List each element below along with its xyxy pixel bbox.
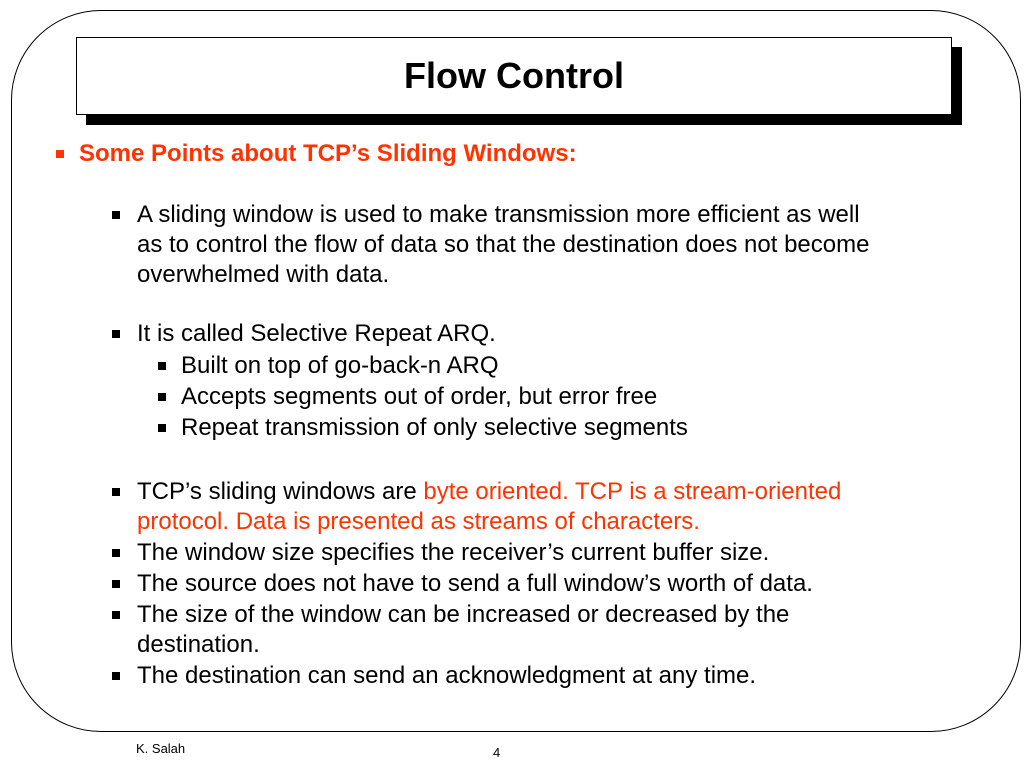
section-heading: Some Points about TCP’s Sliding Windows: xyxy=(79,140,577,167)
point-1-line-3: overwhelmed with data. xyxy=(137,261,390,288)
bullet-icon xyxy=(112,549,120,557)
point-4: The window size specifies the receiver’s current buffer size. xyxy=(137,539,770,566)
point-3-line-2: protocol. Data is presented as streams of characters. xyxy=(137,508,700,535)
bullet-icon xyxy=(112,330,120,338)
footer-author: K. Salah xyxy=(136,741,186,756)
point-6-line-1: The size of the window can be increased or decreased by the xyxy=(137,601,790,628)
sub-point-2: Accepts segments out of order, but error free xyxy=(181,383,658,410)
point-2-text: It is called Selective Repeat ARQ. xyxy=(137,320,496,347)
point-5: The source does not have to send a full window’s worth of data. xyxy=(137,570,813,597)
point-3-highlight: byte oriented. TCP is a stream-oriented xyxy=(423,478,842,505)
point-3-line-1 xyxy=(137,477,841,507)
point-3-lead: TCP’s sliding windows are xyxy=(137,478,424,505)
bullet-icon xyxy=(112,672,120,680)
bullet-icon xyxy=(112,580,120,588)
point-1-line-2: as to control the flow of data so that the destination does not become xyxy=(137,231,870,258)
point-6-line-2: destination. xyxy=(137,631,260,658)
sub-bullet-icon xyxy=(158,362,166,370)
slide-title: Flow Control xyxy=(404,55,624,96)
sub-point-3: Repeat transmission of only selective segments xyxy=(181,414,688,441)
bullet-icon xyxy=(112,611,120,619)
point-7: The destination can send an acknowledgment at any time. xyxy=(137,662,757,689)
bullet-icon xyxy=(112,488,120,496)
bullet-icon xyxy=(112,211,120,219)
sub-bullet-icon xyxy=(158,424,166,432)
title-box xyxy=(76,37,952,115)
sub-bullet-icon xyxy=(158,393,166,401)
sub-point-1: Built on top of go-back-n ARQ xyxy=(181,352,499,379)
page-number: 4 xyxy=(493,745,501,760)
heading-bullet-icon xyxy=(56,150,64,158)
point-1-line-1: A sliding window is used to make transmission more efficient as well xyxy=(137,201,860,228)
